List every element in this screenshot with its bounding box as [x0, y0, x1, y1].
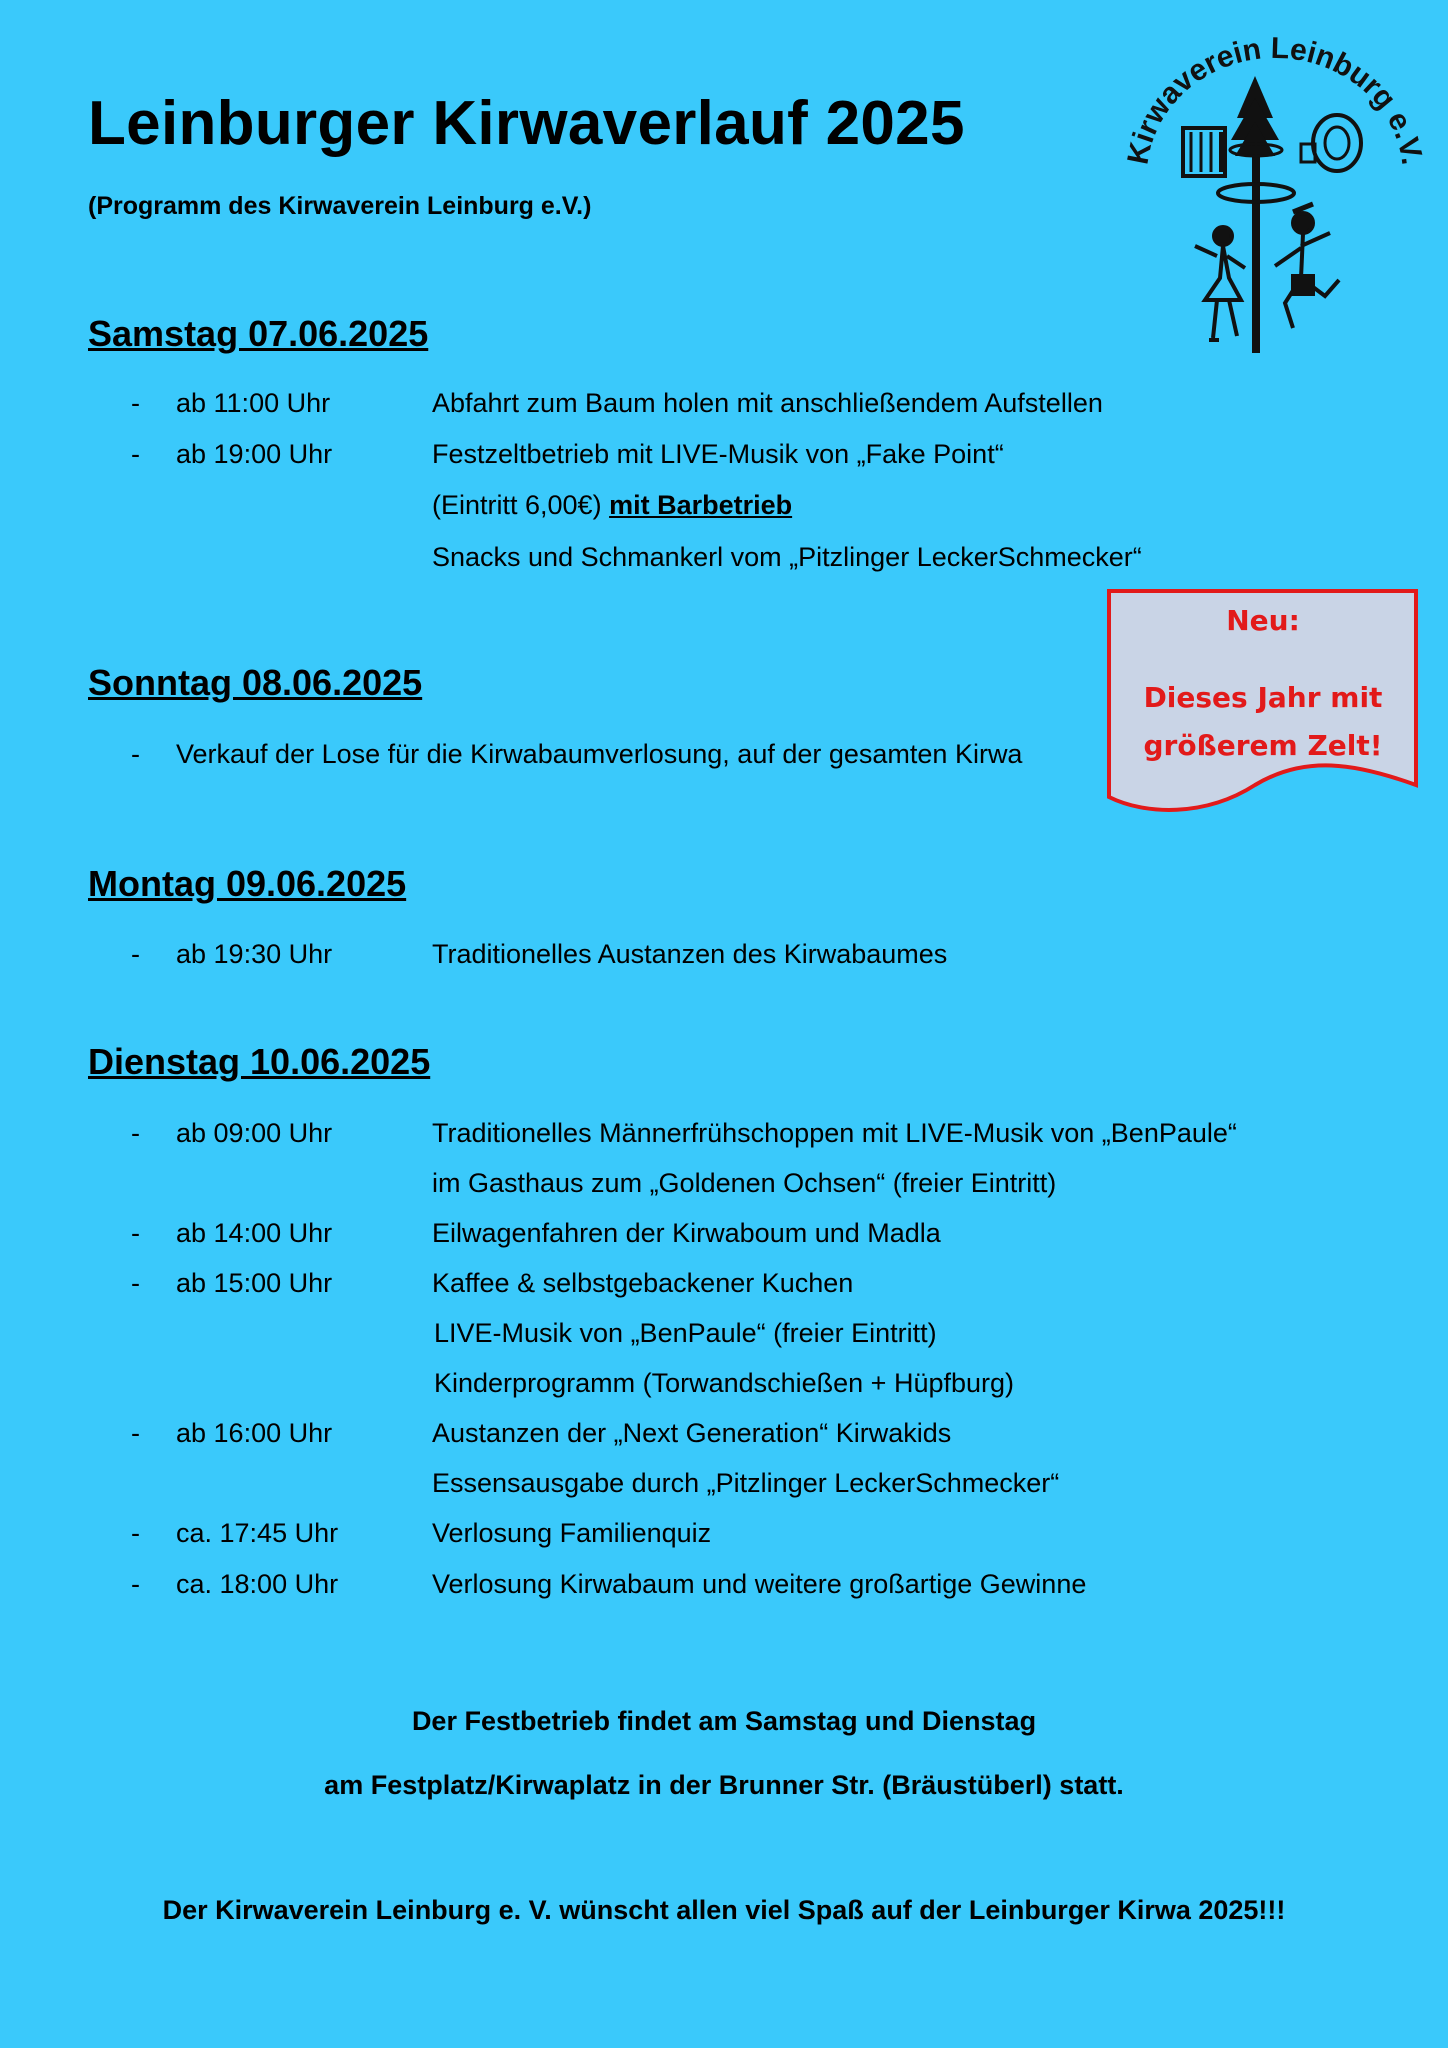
bar-service-text: mit Barbetrieb	[609, 490, 793, 520]
event-description	[432, 490, 792, 521]
list-dash: -	[131, 439, 140, 469]
event-description: Verkauf der Lose für die Kirwabaumverlosung, auf der gesamten Kirwa	[176, 739, 1023, 769]
dancer-woman-icon	[1195, 227, 1245, 340]
event-description: LIVE-Musik von „BenPaule“ (freier Eintritt)	[434, 1318, 937, 1348]
list-dash: -	[131, 1218, 140, 1248]
footer-line-1: Der Festbetrieb findet am Samstag und Dienstag	[411, 1706, 1037, 1736]
list-dash: -	[131, 388, 140, 418]
event-description: Traditionelles Männerfrühschoppen mit LIVE-Musik von „BenPaule“	[432, 1118, 1237, 1148]
event-description: Kaffee & selbstgebackener Kuchen	[432, 1268, 854, 1298]
event-time: ca. 17:45 Uhr	[176, 1518, 339, 1548]
list-dash: -	[131, 1518, 140, 1548]
notice-label: Neu:	[1226, 604, 1300, 637]
event-description: Snacks und Schmankerl vom „Pitzlinger LeckerSchmecker“	[432, 542, 1142, 572]
list-dash: -	[131, 739, 140, 769]
event-time: ca. 18:00 Uhr	[176, 1569, 339, 1599]
event-description: Festzeltbetrieb mit LIVE-Musik von „Fake Point“	[432, 439, 1004, 469]
event-description: Eilwagenfahren der Kirwaboum und Madla	[432, 1218, 941, 1248]
maypole-icon	[1218, 76, 1294, 353]
event-description: Kinderprogramm (Torwandschießen + Hüpfburg)	[434, 1368, 1015, 1398]
event-time: ab 14:00 Uhr	[176, 1218, 333, 1248]
event-time: ab 16:00 Uhr	[176, 1418, 333, 1448]
accordion-icon	[1183, 128, 1225, 176]
event-time: ab 09:00 Uhr	[176, 1118, 333, 1148]
entry-fee-text: (Eintritt 6,00€)	[432, 490, 610, 520]
event-time: ab 15:00 Uhr	[176, 1268, 333, 1298]
day-heading-montag: Montag 09.06.2025	[88, 863, 407, 904]
page-subtitle: (Programm des Kirwaverein Leinburg e.V.)	[88, 192, 592, 220]
day-heading-sonntag: Sonntag 08.06.2025	[88, 662, 423, 703]
event-description: Traditionelles Austanzen des Kirwabaumes	[432, 939, 948, 969]
event-time: ab 19:00 Uhr	[176, 439, 333, 469]
dancer-man-icon	[1275, 204, 1339, 328]
event-description: Abfahrt zum Baum holen mit anschließendem Aufstellen	[432, 388, 1103, 418]
event-time: ab 11:00 Uhr	[176, 388, 331, 418]
event-description: Verlosung Familienquiz	[432, 1518, 712, 1548]
list-dash: -	[131, 1268, 140, 1298]
day-heading-samstag: Samstag 07.06.2025	[88, 313, 429, 354]
closing-message: Der Kirwaverein Leinburg e. V. wünscht allen viel Spaß auf der Leinburger Kirwa 2025!!!	[162, 1895, 1286, 1925]
notice-text	[1108, 674, 1418, 770]
event-description: Verlosung Kirwabaum und weitere großartige Gewinne	[432, 1569, 1087, 1599]
event-time: ab 19:30 Uhr	[176, 939, 333, 969]
event-description: Austanzen der „Next Generation“ Kirwakids	[432, 1418, 952, 1448]
beer-barrel-icon	[1301, 115, 1361, 171]
event-description: Essensausgabe durch „Pitzlinger LeckerSchmecker“	[432, 1468, 1060, 1498]
list-dash: -	[131, 1118, 140, 1148]
day-heading-dienstag: Dienstag 10.06.2025	[88, 1041, 431, 1082]
logo-text: Kirwaverein Leinburg e.V.	[1125, 31, 1425, 167]
event-description: im Gasthaus zum „Goldenen Ochsen“ (freier Eintritt)	[432, 1168, 1057, 1198]
list-dash: -	[131, 939, 140, 969]
page-title: Leinburger Kirwaverlauf 2025	[88, 89, 965, 158]
footer-line-2: am Festplatz/Kirwaplatz in der Brunner Str. (Bräustüberl) statt.	[324, 1770, 1124, 1800]
list-dash: -	[131, 1569, 140, 1599]
kirwaverein-logo	[1125, 28, 1425, 353]
list-dash: -	[131, 1418, 140, 1448]
notice-line-2: größerem Zelt!	[1143, 729, 1383, 762]
notice-line-1: Dieses Jahr mit	[1143, 681, 1383, 714]
